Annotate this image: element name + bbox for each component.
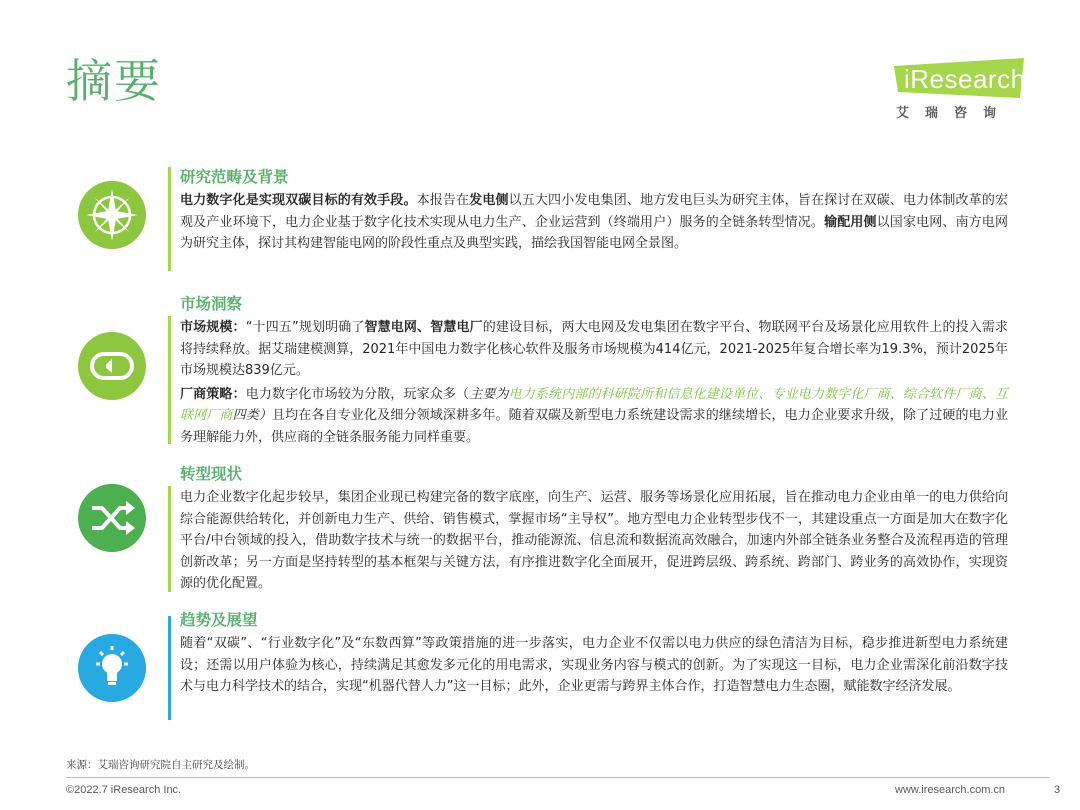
section-paragraph	[180, 384, 1008, 449]
section-accent-bar	[168, 486, 171, 592]
text: 以国家电网、南方电网为研究主体，探讨其构建智能电网的阶段性重点及典型实践，描绘我国智能电网全景图。	[180, 214, 1008, 251]
section-research-scope	[78, 167, 1008, 271]
section-heading: 趋势及展望	[180, 611, 258, 629]
source-note: 来源：艾瑞咨询研究院自主研究及绘制。	[66, 759, 255, 771]
bold-text: 市场规模：	[180, 320, 246, 335]
compass-icon	[78, 181, 146, 249]
iresearch-logo	[892, 58, 1026, 124]
section-paragraph	[180, 317, 1008, 382]
text: 本报告在	[416, 193, 470, 208]
logo-cn-text: 艾瑞咨询	[896, 106, 1013, 121]
bold-text: 发电侧	[469, 193, 509, 208]
section-trends-outlook	[78, 610, 1008, 722]
page-number: 3	[1054, 784, 1061, 796]
section-accent-bar	[168, 316, 171, 444]
footer-divider	[66, 777, 1050, 778]
section-heading: 研究范畴及背景	[180, 168, 289, 186]
logo-text: iResearch	[904, 64, 1026, 94]
section-paragraph	[180, 190, 1008, 255]
bold-text: 电力数字化是实现双碳目标的有效手段。	[180, 193, 417, 208]
page-title: 摘要	[66, 54, 162, 108]
italic-green-text: 电力系统内部的科研院所和信息化建设单位、专业电力数字化厂商、综合软件厂商、互联网厂商	[180, 386, 1008, 423]
section-heading: 转型现状	[180, 465, 243, 483]
bold-text: 输配用侧	[824, 214, 877, 230]
section-paragraph: 随着“双碳”、“行业数字化”及“东数西算”等政策措施的进一步落实，电力企业不仅需以电力供应的绿色清洁为目标，稳步推进新型电力系统建设；还需以用户体验为核心，持续满足其愈发多元化的用电需求，实现业务内容与模式的创新。为了实现这一目标，电力企业需深化前沿数字技术与电力科学技术的结合，实现“机器代替人力”这一目标；此外，企业更需与跨界主体合作，打造智慧电力生态圈，赋能数字经济发展。	[180, 636, 1008, 694]
section-accent-bar	[168, 616, 171, 720]
section-accent-bar	[168, 167, 171, 271]
lightbulb-icon	[78, 634, 146, 702]
italic-text: 主要为	[469, 386, 509, 402]
text: 以五大四小发电集团、地方发电巨头为研究主体，旨在探讨在双碳、电力体制改革的宏观及产业环境下，电力企业基于数字化技术实现从电力生产、企业运营到（终端用户）服务的全链条转型情况。	[180, 193, 1008, 230]
italic-text: 四类）	[232, 408, 273, 423]
bold-text: 智慧电网、智慧电厂	[364, 320, 483, 335]
section-market-insight	[78, 294, 1008, 446]
text: 电力数字化市场较为分散，玩家众多（	[245, 386, 470, 402]
website-link[interactable]: www.iresearch.com.cn	[895, 784, 1006, 796]
text: 的建设目标，两大电网及发电集团在数字平台、物联网平台及场景化应用软件上的投入需求将持续释放。据艾瑞建模测算，2021年中国电力数字化核心软件及服务市场规模为414亿元，2021-2025年复合增长率为19.3%，预计2025年市场规模达839亿元。	[180, 320, 1008, 378]
loop-arrow-icon	[78, 332, 146, 400]
shuffle-icon	[78, 484, 146, 552]
bold-text: 厂商策略：	[180, 386, 246, 402]
text: “十四五”规划明确了	[245, 320, 365, 335]
section-heading: 市场洞察	[180, 295, 243, 313]
text: 且均在各自专业化及细分领域深耕多年。随着双碳及新型电力系统建设需求的继续增长，电力企业要求升级，除了过硬的电力业务理解能力外，供应商的全链条服务能力同样重要。	[180, 408, 1008, 445]
copyright-text: ©2022.7 iResearch Inc.	[66, 784, 182, 796]
section-paragraph: 电力企业数字化起步较早，集团企业现已构建完备的数字底座，向生产、运营、服务等场景化应用拓展，旨在推动电力企业由单一的电力供给向综合能源供给转化，并创新电力生产、供给、销售模式，掌握市场“主导权”。地方型电力企业转型步伐不一，其建设重点一方面是加大在数字化平台/中台领域的投入，借助数字技术与统一的数据平台，推动能源流、信息流和数据流高效融合，加速内外部全链条业务整合及流程再造的管理创新改革；另一方面是坚持转型的基本框架与关键方法，有序推进数字化全面展开，促进跨层级、跨系统、跨部门、跨业务的高效协作，实现资源的优化配置。	[180, 490, 1008, 591]
section-transformation-status	[78, 464, 1008, 594]
